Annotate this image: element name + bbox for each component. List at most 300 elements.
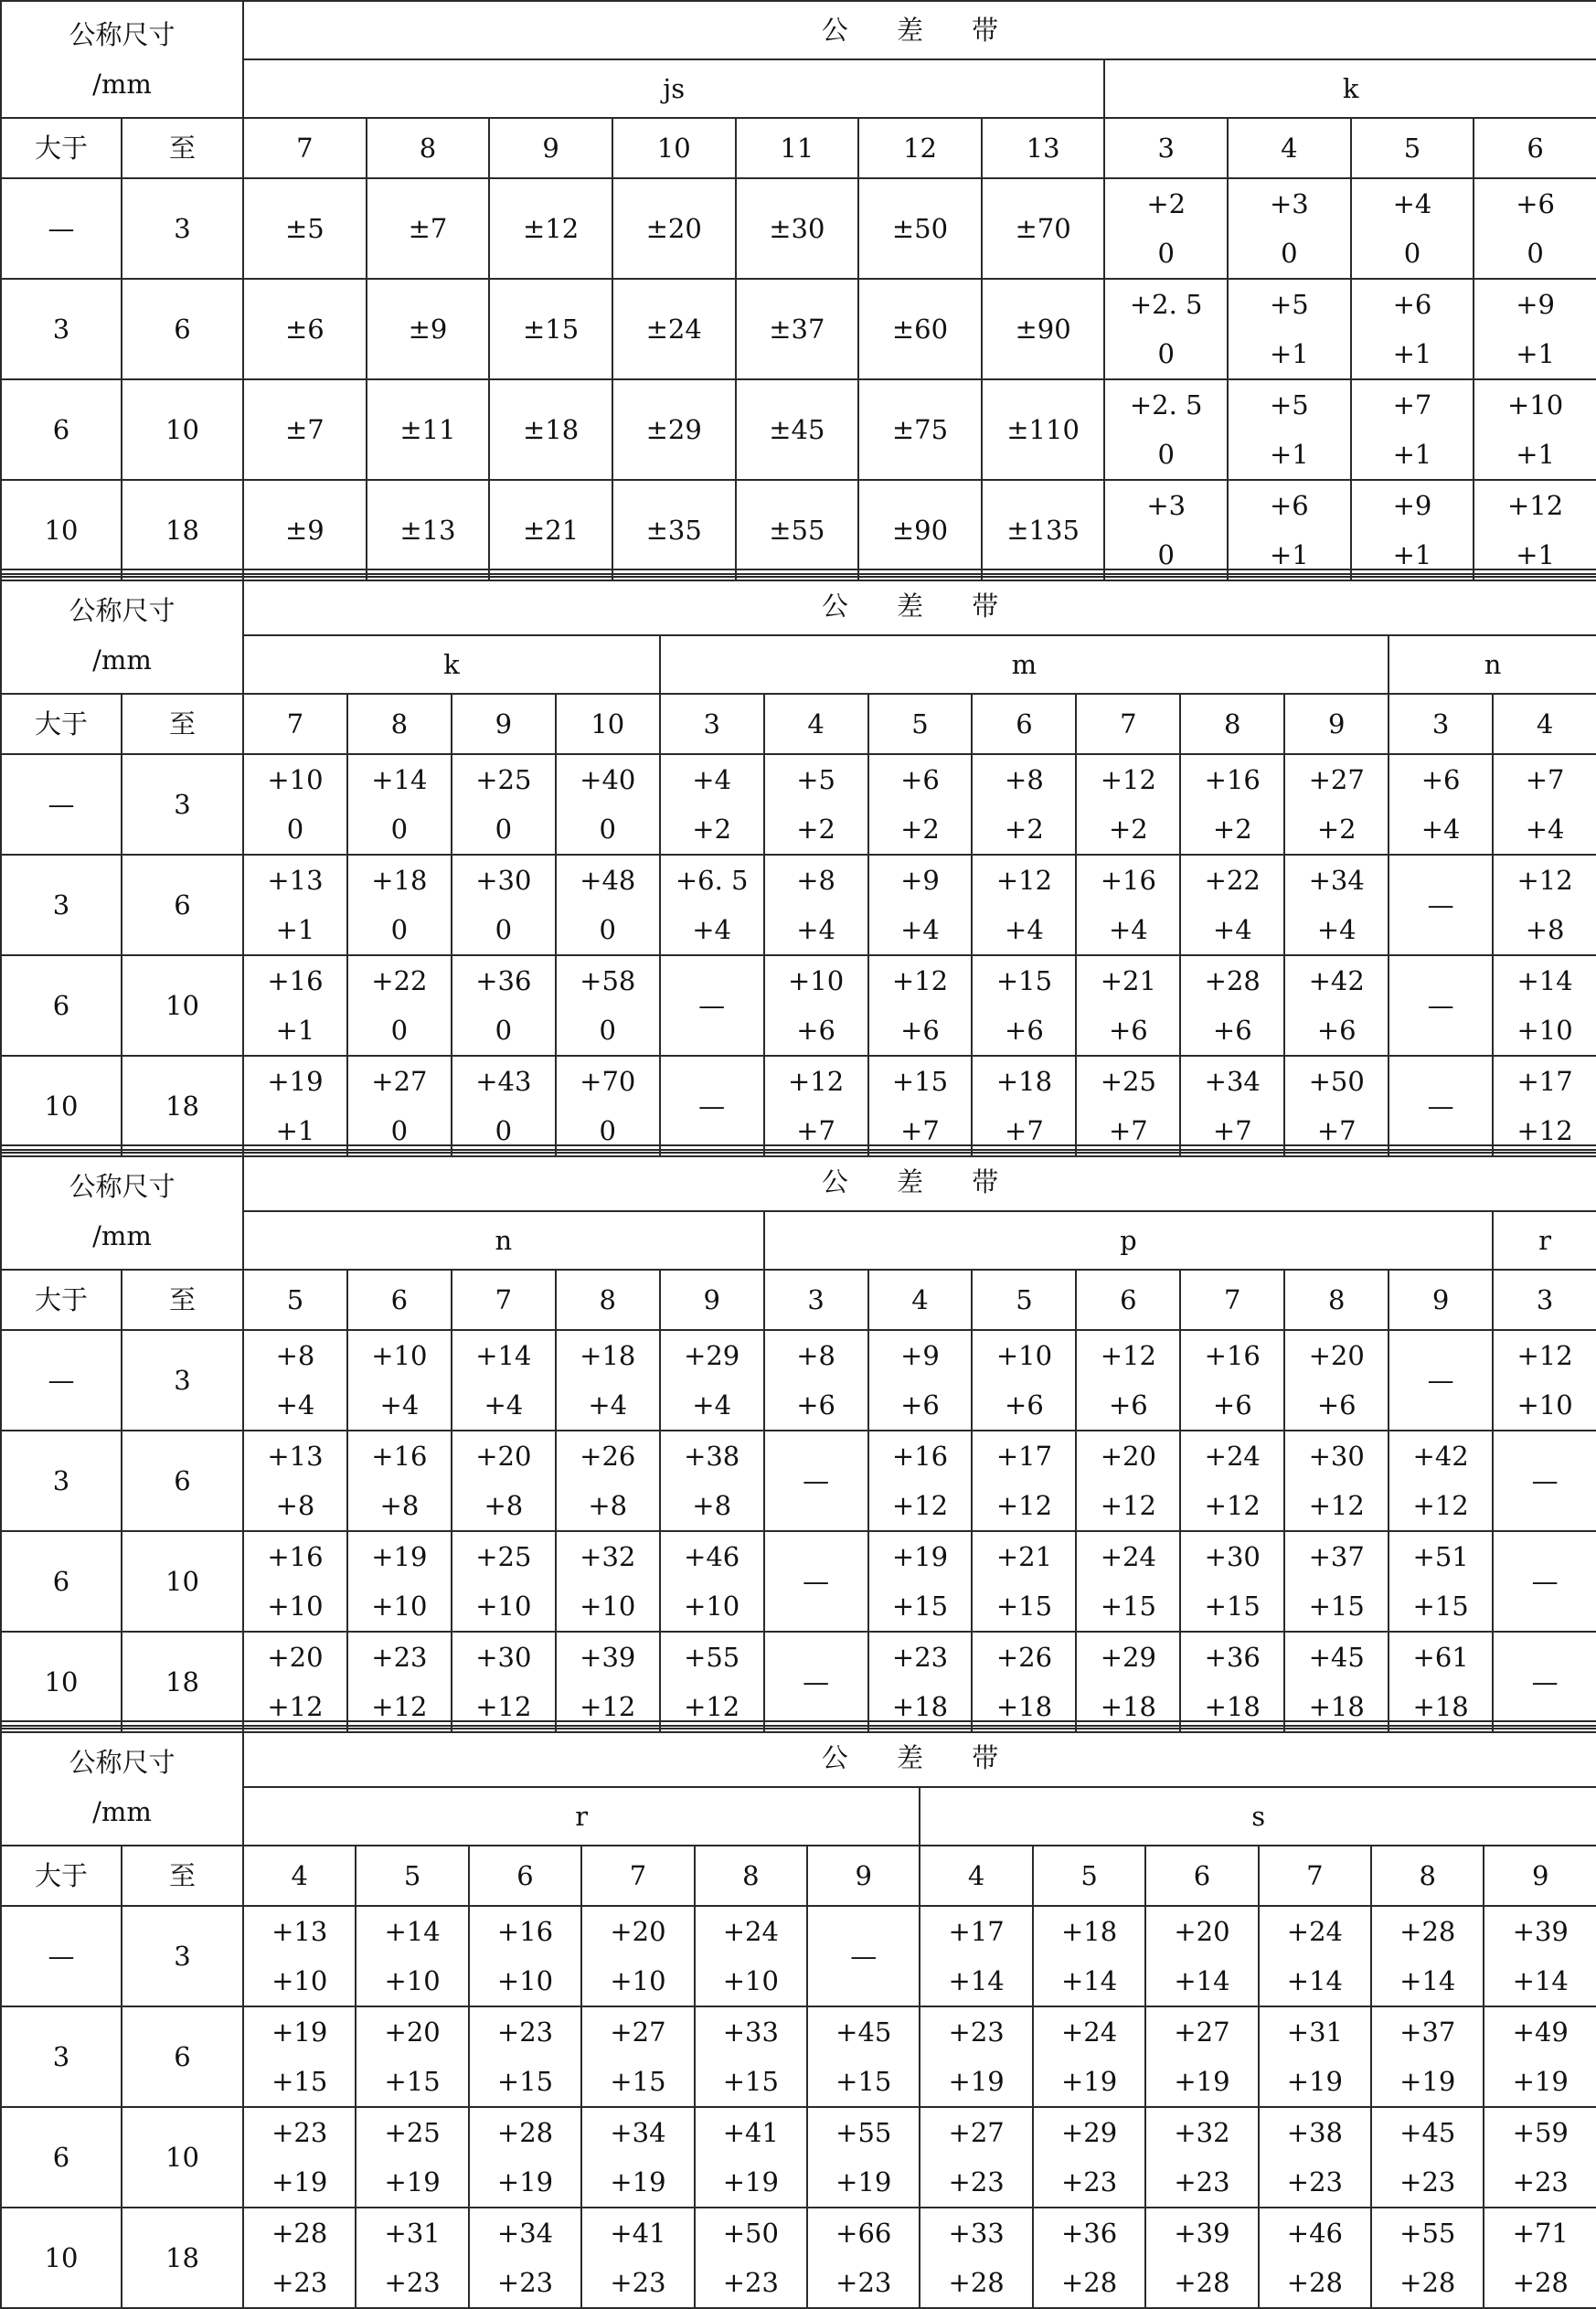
deviation-value: ±9: [284, 515, 325, 546]
deviation-cell: [1484, 2006, 1596, 2107]
deviation-cell: [1259, 1906, 1371, 2006]
upper-deviation: +37: [1308, 1541, 1365, 1572]
deviation-cell: [347, 1431, 452, 1531]
lower-deviation: +18: [1100, 1691, 1156, 1722]
table-row: [1, 1906, 1596, 2006]
deviation-cell: [1033, 1906, 1145, 2006]
deviation-cell: [1493, 1330, 1596, 1431]
grade-header: 5: [1033, 1846, 1145, 1906]
upper-deviation: +13: [271, 1916, 328, 1947]
size-above-cell: 3: [1, 855, 122, 955]
lower-deviation: +19: [722, 2166, 779, 2197]
deviation-cell: [1145, 1906, 1258, 2006]
upper-deviation: +32: [580, 1541, 636, 1572]
deviation-cell: [764, 754, 868, 855]
deviation-value: —: [850, 1941, 878, 1972]
lower-deviation: 0: [599, 814, 616, 845]
lower-deviation: +1: [1269, 439, 1309, 470]
grade-header: 4: [764, 694, 868, 754]
size-above-cell: 6: [1, 1531, 122, 1632]
deviation-cell: [1033, 2208, 1145, 2308]
upper-deviation: +16: [267, 965, 324, 996]
lower-deviation: +1: [1516, 338, 1555, 369]
lower-deviation: +6: [1108, 1015, 1148, 1046]
size-above-cell: 10: [1, 1056, 122, 1156]
lower-deviation: +12: [267, 1691, 324, 1722]
lower-deviation: +8: [588, 1490, 628, 1521]
lower-deviation: +7: [1212, 1115, 1252, 1146]
upper-deviation: +55: [1399, 2218, 1456, 2249]
deviation-cell: [347, 1632, 452, 1732]
lower-deviation: +1: [275, 914, 315, 945]
lower-deviation: +23: [384, 2267, 441, 2298]
upper-deviation: +20: [610, 1916, 666, 1947]
lower-deviation: +6: [796, 1389, 835, 1421]
lower-deviation: +7: [1316, 1115, 1357, 1146]
size-above-cell: 6: [1, 955, 122, 1056]
upper-deviation: +21: [995, 1541, 1053, 1572]
deviation-cell: [356, 2107, 468, 2208]
deviation-cell: [243, 754, 347, 855]
upper-deviation: +12: [1516, 1340, 1573, 1371]
deviation-cell: [612, 279, 736, 379]
deviation-cell: [1076, 1531, 1180, 1632]
lower-deviation: +23: [722, 2267, 779, 2298]
lower-deviation: 0: [390, 1115, 409, 1146]
lower-deviation: +15: [1204, 1591, 1261, 1622]
deviation-cell: [452, 955, 556, 1056]
deviation-cell: [1104, 279, 1228, 379]
grade-header: 6: [347, 1270, 452, 1330]
table-row: [1, 480, 1596, 580]
grade-header: 6: [1474, 118, 1596, 178]
upper-deviation: +14: [371, 764, 428, 795]
deviation-cell: [1076, 1056, 1180, 1156]
deviation-cell: [489, 379, 612, 480]
upper-deviation: +16: [891, 1441, 949, 1472]
lower-deviation: +7: [796, 1115, 835, 1146]
grade-header: 7: [581, 1846, 694, 1906]
deviation-cell: [1076, 855, 1180, 955]
upper-deviation: +16: [371, 1441, 428, 1472]
deviation-value: ±15: [522, 314, 580, 345]
table-row: [1, 855, 1596, 955]
upper-deviation: +20: [267, 1642, 324, 1673]
deviation-cell: [1180, 1330, 1284, 1431]
deviation-cell: [556, 1330, 660, 1431]
grade-header: 9: [1484, 1846, 1596, 1906]
deviation-cell: [1493, 754, 1596, 855]
grade-header: 3: [660, 694, 764, 754]
lower-deviation: +1: [1516, 439, 1555, 470]
grade-header: 6: [469, 1846, 581, 1906]
deviation-cell: [868, 1632, 973, 1732]
table-row: [1, 754, 1596, 855]
upper-deviation: +43: [475, 1066, 532, 1097]
deviation-cell: [1104, 379, 1228, 480]
grade-header: 10: [612, 118, 736, 178]
grade-header: 4: [868, 1270, 973, 1330]
upper-deviation: +45: [835, 2016, 892, 2048]
lower-deviation: +4: [379, 1389, 420, 1421]
deviation-value: ±20: [645, 213, 702, 244]
upper-deviation: +10: [787, 965, 845, 996]
lower-deviation: +10: [684, 1591, 740, 1622]
table-row: [1, 1056, 1596, 1156]
deviation-cell: [1493, 1056, 1596, 1156]
upper-deviation: +14: [1516, 965, 1573, 996]
upper-deviation: +25: [475, 764, 532, 795]
deviation-value: ±13: [399, 515, 456, 546]
above-header: 大于: [1, 1846, 122, 1906]
deviation-cell: [1389, 1531, 1493, 1632]
size-to-cell: 18: [122, 1056, 243, 1156]
deviation-cell: [1389, 1330, 1493, 1431]
deviation-cell: [347, 1330, 452, 1431]
upper-deviation: +7: [1525, 764, 1565, 795]
nominal-size-label: 公称尺寸: [69, 1747, 176, 1778]
upper-deviation: +29: [684, 1340, 740, 1371]
grade-header: 9: [1284, 694, 1389, 754]
size-to-cell: 10: [122, 955, 243, 1056]
upper-deviation: +10: [1506, 389, 1564, 420]
deviation-cell: [868, 855, 973, 955]
deviation-cell: [764, 1330, 868, 1431]
lower-deviation: +2: [900, 814, 940, 845]
deviation-value: ±6: [284, 314, 325, 345]
deviation-value: ±55: [769, 515, 825, 546]
lower-deviation: +4: [484, 1389, 524, 1421]
deviation-cell: [1180, 855, 1284, 955]
lower-deviation: +4: [692, 1389, 732, 1421]
lower-deviation: +6: [1316, 1015, 1357, 1046]
upper-deviation: +10: [995, 1340, 1053, 1371]
deviation-cell: [469, 2006, 581, 2107]
deviation-cell: [1351, 379, 1474, 480]
deviation-cell: [920, 2208, 1032, 2308]
upper-deviation: +24: [1286, 1916, 1343, 1947]
lower-deviation: +4: [1005, 914, 1044, 945]
tolerance-table-2: [0, 576, 1596, 1157]
lower-deviation: +28: [1286, 2267, 1343, 2298]
lower-deviation: +8: [1525, 914, 1565, 945]
size-above-cell: 6: [1, 2107, 122, 2208]
deviation-cell: [556, 1632, 660, 1732]
deviation-cell: [243, 1531, 347, 1632]
lower-deviation: +6: [1108, 1389, 1148, 1421]
lower-deviation: 0: [495, 814, 513, 845]
lower-deviation: +19: [271, 2166, 328, 2197]
deviation-cell: [1389, 754, 1493, 855]
size-to-cell: 10: [122, 379, 243, 480]
tolerance-group-header: r: [243, 1787, 920, 1846]
lower-deviation: +15: [835, 2066, 892, 2097]
upper-deviation: +20: [1308, 1340, 1365, 1371]
lower-deviation: +14: [1174, 1965, 1230, 1996]
tolerance-table-4: [0, 1728, 1596, 2309]
upper-deviation: +6. 5: [675, 865, 749, 896]
deviation-cell: [1228, 178, 1351, 279]
deviation-cell: [1284, 855, 1389, 955]
size-above-cell: 3: [1, 2006, 122, 2107]
size-above-cell: —: [1, 1906, 122, 2006]
deviation-value: ±11: [399, 414, 456, 445]
lower-deviation: +28: [1399, 2267, 1456, 2298]
deviation-cell: [1493, 1632, 1596, 1732]
upper-deviation: +28: [1204, 965, 1261, 996]
deviation-cell: [972, 754, 1076, 855]
lower-deviation: +8: [484, 1490, 524, 1521]
upper-deviation: +12: [1516, 865, 1573, 896]
deviation-cell: [660, 955, 764, 1056]
size-above-cell: —: [1, 1330, 122, 1431]
lower-deviation: +4: [1108, 914, 1148, 945]
deviation-cell: [972, 855, 1076, 955]
deviation-cell: [858, 178, 982, 279]
table-row: [1, 1431, 1596, 1531]
lower-deviation: 0: [286, 814, 304, 845]
deviation-cell: [1389, 1431, 1493, 1531]
deviation-cell: [1104, 178, 1228, 279]
lower-deviation: +15: [1100, 1591, 1156, 1622]
lower-deviation: +8: [692, 1490, 732, 1521]
lower-deviation: 0: [1527, 238, 1544, 269]
upper-deviation: +18: [371, 865, 428, 896]
upper-deviation: +16: [1204, 1340, 1261, 1371]
grade-header: 7: [1076, 694, 1180, 754]
deviation-cell: [452, 1632, 556, 1732]
grade-header: 10: [556, 694, 660, 754]
to-header: 至: [122, 118, 243, 178]
deviation-cell: [764, 1431, 868, 1531]
deviation-cell: [1351, 178, 1474, 279]
deviation-cell: [1259, 2006, 1371, 2107]
lower-deviation: +15: [722, 2066, 779, 2097]
upper-deviation: +6: [1420, 764, 1461, 795]
lower-deviation: +23: [1399, 2166, 1456, 2197]
lower-deviation: 0: [599, 1115, 616, 1146]
upper-deviation: +28: [496, 2117, 554, 2148]
upper-deviation: +4: [692, 764, 732, 795]
deviation-cell: [1076, 1431, 1180, 1531]
deviation-cell: [972, 1531, 1076, 1632]
upper-deviation: +13: [267, 865, 324, 896]
size-above-cell: —: [1, 178, 122, 279]
deviation-cell: [972, 1330, 1076, 1431]
deviation-value: —: [1427, 990, 1454, 1021]
upper-deviation: +9: [900, 1340, 940, 1371]
deviation-cell: [243, 1632, 347, 1732]
deviation-cell: [982, 379, 1105, 480]
upper-deviation: +10: [371, 1340, 428, 1371]
deviation-cell: [1180, 1056, 1284, 1156]
deviation-cell: [1371, 2208, 1484, 2308]
lower-deviation: +10: [475, 1591, 532, 1622]
upper-deviation: +38: [684, 1441, 740, 1472]
lower-deviation: +6: [1316, 1389, 1357, 1421]
table-separator: [0, 1720, 1596, 1727]
upper-deviation: +26: [580, 1441, 636, 1472]
deviation-cell: [556, 955, 660, 1056]
lower-deviation: +10: [722, 1965, 779, 1996]
deviation-cell: [660, 1632, 764, 1732]
lower-deviation: +15: [384, 2066, 441, 2097]
deviation-cell: [1284, 1431, 1389, 1531]
upper-deviation: +66: [835, 2218, 892, 2249]
deviation-cell: [1474, 379, 1596, 480]
lower-deviation: 0: [390, 814, 409, 845]
upper-deviation: +36: [1204, 1642, 1261, 1673]
lower-deviation: 0: [1157, 439, 1175, 470]
deviation-cell: [243, 2006, 356, 2107]
upper-deviation: +27: [1308, 764, 1365, 795]
deviation-cell: [452, 1431, 556, 1531]
upper-deviation: +27: [610, 2016, 666, 2048]
table-row: [1, 2208, 1596, 2308]
grade-header: 9: [807, 1846, 920, 1906]
deviation-cell: [660, 754, 764, 855]
grade-header: 9: [489, 118, 612, 178]
deviation-cell: [868, 1531, 973, 1632]
lower-deviation: 0: [1281, 238, 1298, 269]
upper-deviation: +42: [1412, 1441, 1469, 1472]
deviation-cell: [243, 480, 367, 580]
lower-deviation: +1: [1516, 539, 1555, 570]
upper-deviation: +9: [900, 865, 940, 896]
upper-deviation: +6: [900, 764, 940, 795]
size-to-cell: 6: [122, 1431, 243, 1531]
grade-header: 8: [556, 1270, 660, 1330]
upper-deviation: +2: [1146, 188, 1186, 219]
size-to-cell: 3: [122, 1906, 243, 2006]
lower-deviation: 0: [390, 1015, 409, 1046]
lower-deviation: +19: [1512, 2066, 1569, 2097]
lower-deviation: 0: [599, 1015, 616, 1046]
deviation-value: ±35: [645, 515, 702, 546]
deviation-cell: [1259, 2208, 1371, 2308]
table-separator: [0, 569, 1596, 575]
lower-deviation: +10: [384, 1965, 441, 1996]
deviation-cell: [807, 2107, 920, 2208]
upper-deviation: +12: [995, 865, 1053, 896]
deviation-cell: [1284, 955, 1389, 1056]
lower-deviation: 0: [495, 1015, 513, 1046]
deviation-cell: [695, 2208, 807, 2308]
deviation-cell: [972, 1632, 1076, 1732]
lower-deviation: +4: [588, 1389, 628, 1421]
deviation-cell: [1033, 2107, 1145, 2208]
upper-deviation: +24: [1060, 2016, 1118, 2048]
lower-deviation: +28: [1174, 2267, 1230, 2298]
upper-deviation: +24: [1204, 1441, 1261, 1472]
lower-deviation: +19: [384, 2166, 441, 2197]
grade-header: 3: [1104, 118, 1228, 178]
lower-deviation: +15: [610, 2066, 666, 2097]
grade-header: 4: [1493, 694, 1596, 754]
upper-deviation: +31: [384, 2218, 441, 2249]
deviation-value: ±45: [769, 414, 825, 445]
upper-deviation: +20: [1174, 1916, 1230, 1947]
upper-deviation: +25: [475, 1541, 532, 1572]
grade-header: 11: [736, 118, 859, 178]
lower-deviation: +12: [580, 1691, 636, 1722]
deviation-cell: [858, 480, 982, 580]
lower-deviation: +23: [1174, 2166, 1230, 2197]
size-to-cell: 18: [122, 2208, 243, 2308]
lower-deviation: +19: [1060, 2066, 1118, 2097]
upper-deviation: +39: [1174, 2218, 1230, 2249]
lower-deviation: +14: [1286, 1965, 1343, 1996]
deviation-cell: [347, 754, 452, 855]
table-row: [1, 178, 1596, 279]
size-above-cell: 3: [1, 279, 122, 379]
grade-header: 8: [347, 694, 452, 754]
deviation-value: —: [1531, 1566, 1559, 1597]
deviation-cell: [858, 279, 982, 379]
deviation-cell: [1493, 1531, 1596, 1632]
lower-deviation: +28: [948, 2267, 1005, 2298]
upper-deviation: +30: [1204, 1541, 1261, 1572]
to-header: 至: [122, 1270, 243, 1330]
deviation-cell: [367, 279, 490, 379]
nominal-size-unit: /mm: [92, 1220, 152, 1251]
tolerance-zone-header: 公 差 带: [243, 1, 1596, 59]
lower-deviation: 0: [390, 914, 409, 945]
deviation-cell: [367, 480, 490, 580]
lower-deviation: 0: [495, 914, 513, 945]
upper-deviation: +15: [891, 1066, 949, 1097]
upper-deviation: +24: [1100, 1541, 1156, 1572]
deviation-cell: [1474, 279, 1596, 379]
upper-deviation: +55: [684, 1642, 740, 1673]
upper-deviation: +16: [496, 1916, 554, 1947]
grade-header: 4: [1228, 118, 1351, 178]
deviation-cell: [1180, 1431, 1284, 1531]
deviation-cell: [920, 2107, 1032, 2208]
size-to-cell: 6: [122, 855, 243, 955]
grade-header: 3: [764, 1270, 868, 1330]
deviation-cell: [243, 855, 347, 955]
deviation-cell: [736, 178, 859, 279]
deviation-cell: [243, 1906, 356, 2006]
grade-header: 7: [243, 118, 367, 178]
upper-deviation: +3: [1269, 188, 1309, 219]
grade-header: 8: [1284, 1270, 1389, 1330]
deviation-cell: [660, 1431, 764, 1531]
deviation-cell: [868, 1056, 973, 1156]
to-header: 至: [122, 1846, 243, 1906]
deviation-value: ±37: [769, 314, 825, 345]
deviation-cell: [1284, 1330, 1389, 1431]
deviation-cell: [347, 855, 452, 955]
above-header: 大于: [1, 1270, 122, 1330]
grade-header: 4: [243, 1846, 356, 1906]
upper-deviation: +45: [1308, 1642, 1365, 1673]
deviation-cell: [556, 855, 660, 955]
deviation-cell: [807, 2208, 920, 2308]
lower-deviation: +12: [475, 1691, 532, 1722]
upper-deviation: +8: [796, 1340, 835, 1371]
lower-deviation: +7: [1005, 1115, 1044, 1146]
tolerance-group-header: n: [1389, 635, 1596, 694]
upper-deviation: +19: [371, 1541, 428, 1572]
upper-deviation: +18: [995, 1066, 1053, 1097]
deviation-cell: [581, 1906, 694, 2006]
deviation-cell: [243, 2107, 356, 2208]
upper-deviation: +45: [1399, 2117, 1456, 2148]
upper-deviation: +33: [722, 2016, 779, 2048]
deviation-cell: [1145, 2107, 1258, 2208]
